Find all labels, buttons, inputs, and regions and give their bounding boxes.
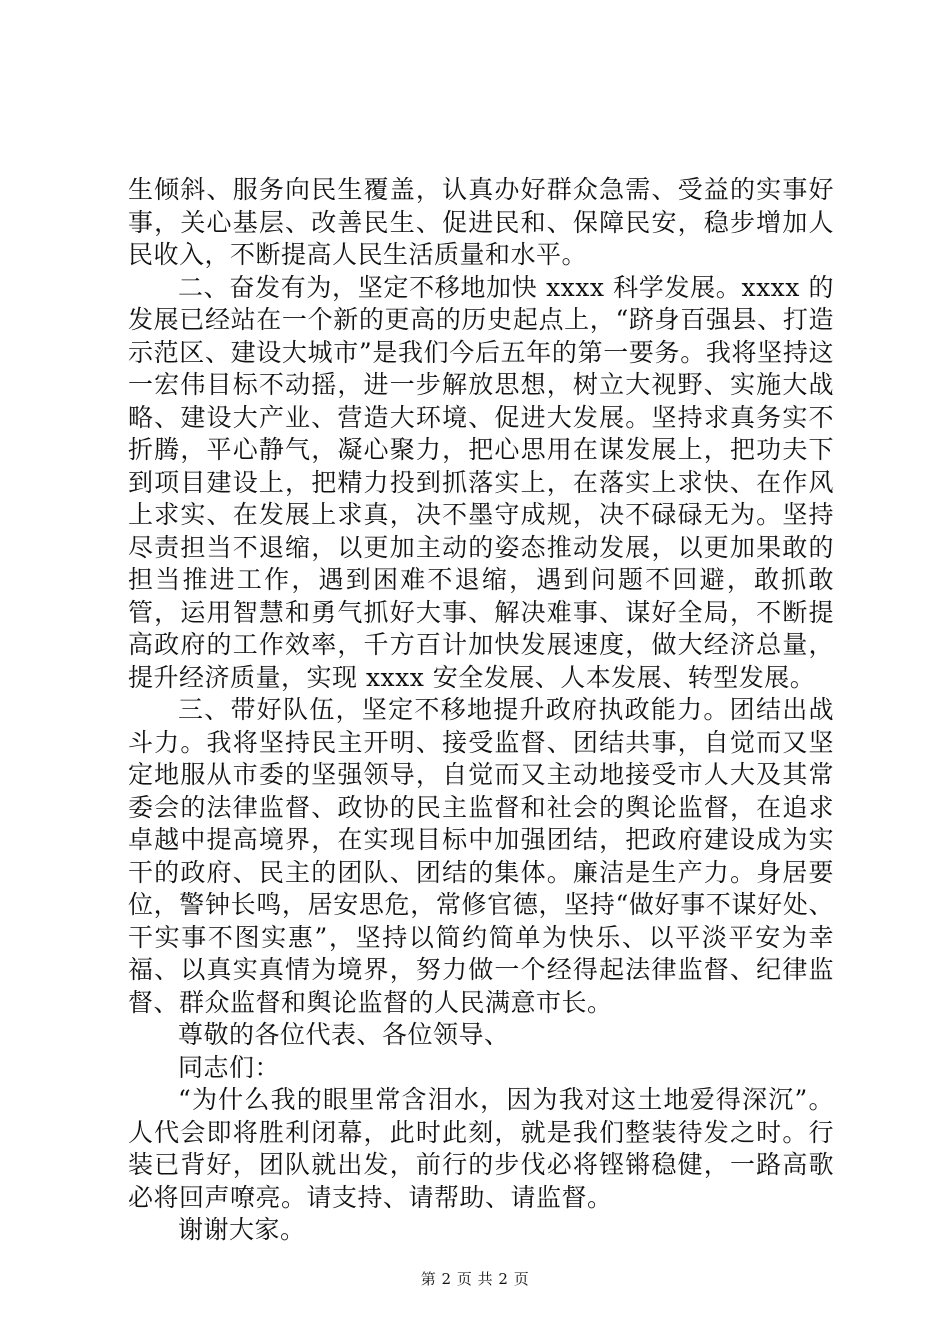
paragraph-section-two: 二、奋发有为，坚定不移地加快 xxxx 科学发展。xxxx 的发展已经站在一个新的更高的历史起点上，“跻身百强县、打造示范区、建设大城市”是我们今后五年的第一要务。我将坚持这一宏伟目标不动摇，进一步解放思想，树立大视野、实施大战略、建设大产业、营造大环境、促进大发展。坚持求真务实不折腾，平心静气，凝心聚力，把心思用在谋发展上，把功夫下到项目建设上，把精力投到抓落实上，在落实上求快、在作风上求实、在发展上求真，决不墨守成规，决不碌碌无为。坚持尽责担当不退缩，以更加主动的姿态推动发展，以更加果敢的担当推进工作，遇到困难不退缩，遇到问题不回避，敢抓敢管，运用智慧和勇气抓好大事、解决难事、谋好全局，不断提高政府的工作效率，千方百计加快发展速度，做大经济总量，提升经济质量，实现 xxxx 安全发展、人本发展、转型发展。: [128, 272, 834, 692]
paragraph-thanks: 谢谢大家。: [178, 1215, 306, 1244]
paragraph-closing: “为什么我的眼里常含泪水，因为我对这土地爱得深沉”。人代会即将胜利闭幕，此时此刻，就是我们整装待发之时。行装已背好，团队就出发，前行的步伐必将铿锵稳健，一路高歌必将回声嘹亮。请支持、请帮助、请监督。: [128, 1085, 834, 1212]
paragraph-section-three: 三、带好队伍，坚定不移地提升政府执政能力。团结出战斗力。我将坚持民主开明、接受监督、团结共事，自觉而又坚定地服从市委的坚强领导，自觉而又主动地接受市人大及其常委会的法律监督、政协的民主监督和社会的舆论监督，在追求卓越中提高境界，在实现目标中加强团结，把政府建设成为实干的政府、民主的团队、团结的集体。廉洁是生产力。身居要位，警钟长鸣，居安思危，常修官德，坚持“做好事不谋好处、干实事不图实惠”，坚持以简约简单为快乐、以平淡平安为幸福、以真实真情为境界，努力做一个经得起法律监督、纪律监督、群众监督和舆论监督的人民满意市长。: [128, 695, 834, 1017]
page-footer: 第 2 页 共 2 页: [420, 1270, 530, 1288]
paragraph-continuation: 生倾斜、服务向民生覆盖，认真办好群众急需、受益的实事好事，关心基层、改善民生、促进民和、保障民安，稳步增加人民收入，不断提高人民生活质量和水平。: [128, 175, 834, 269]
document-body: [128, 174, 834, 1247]
paragraph-comrades: 同志们：: [178, 1052, 281, 1082]
paragraph-salutation: 尊敬的各位代表、各位领导、: [178, 1020, 510, 1049]
